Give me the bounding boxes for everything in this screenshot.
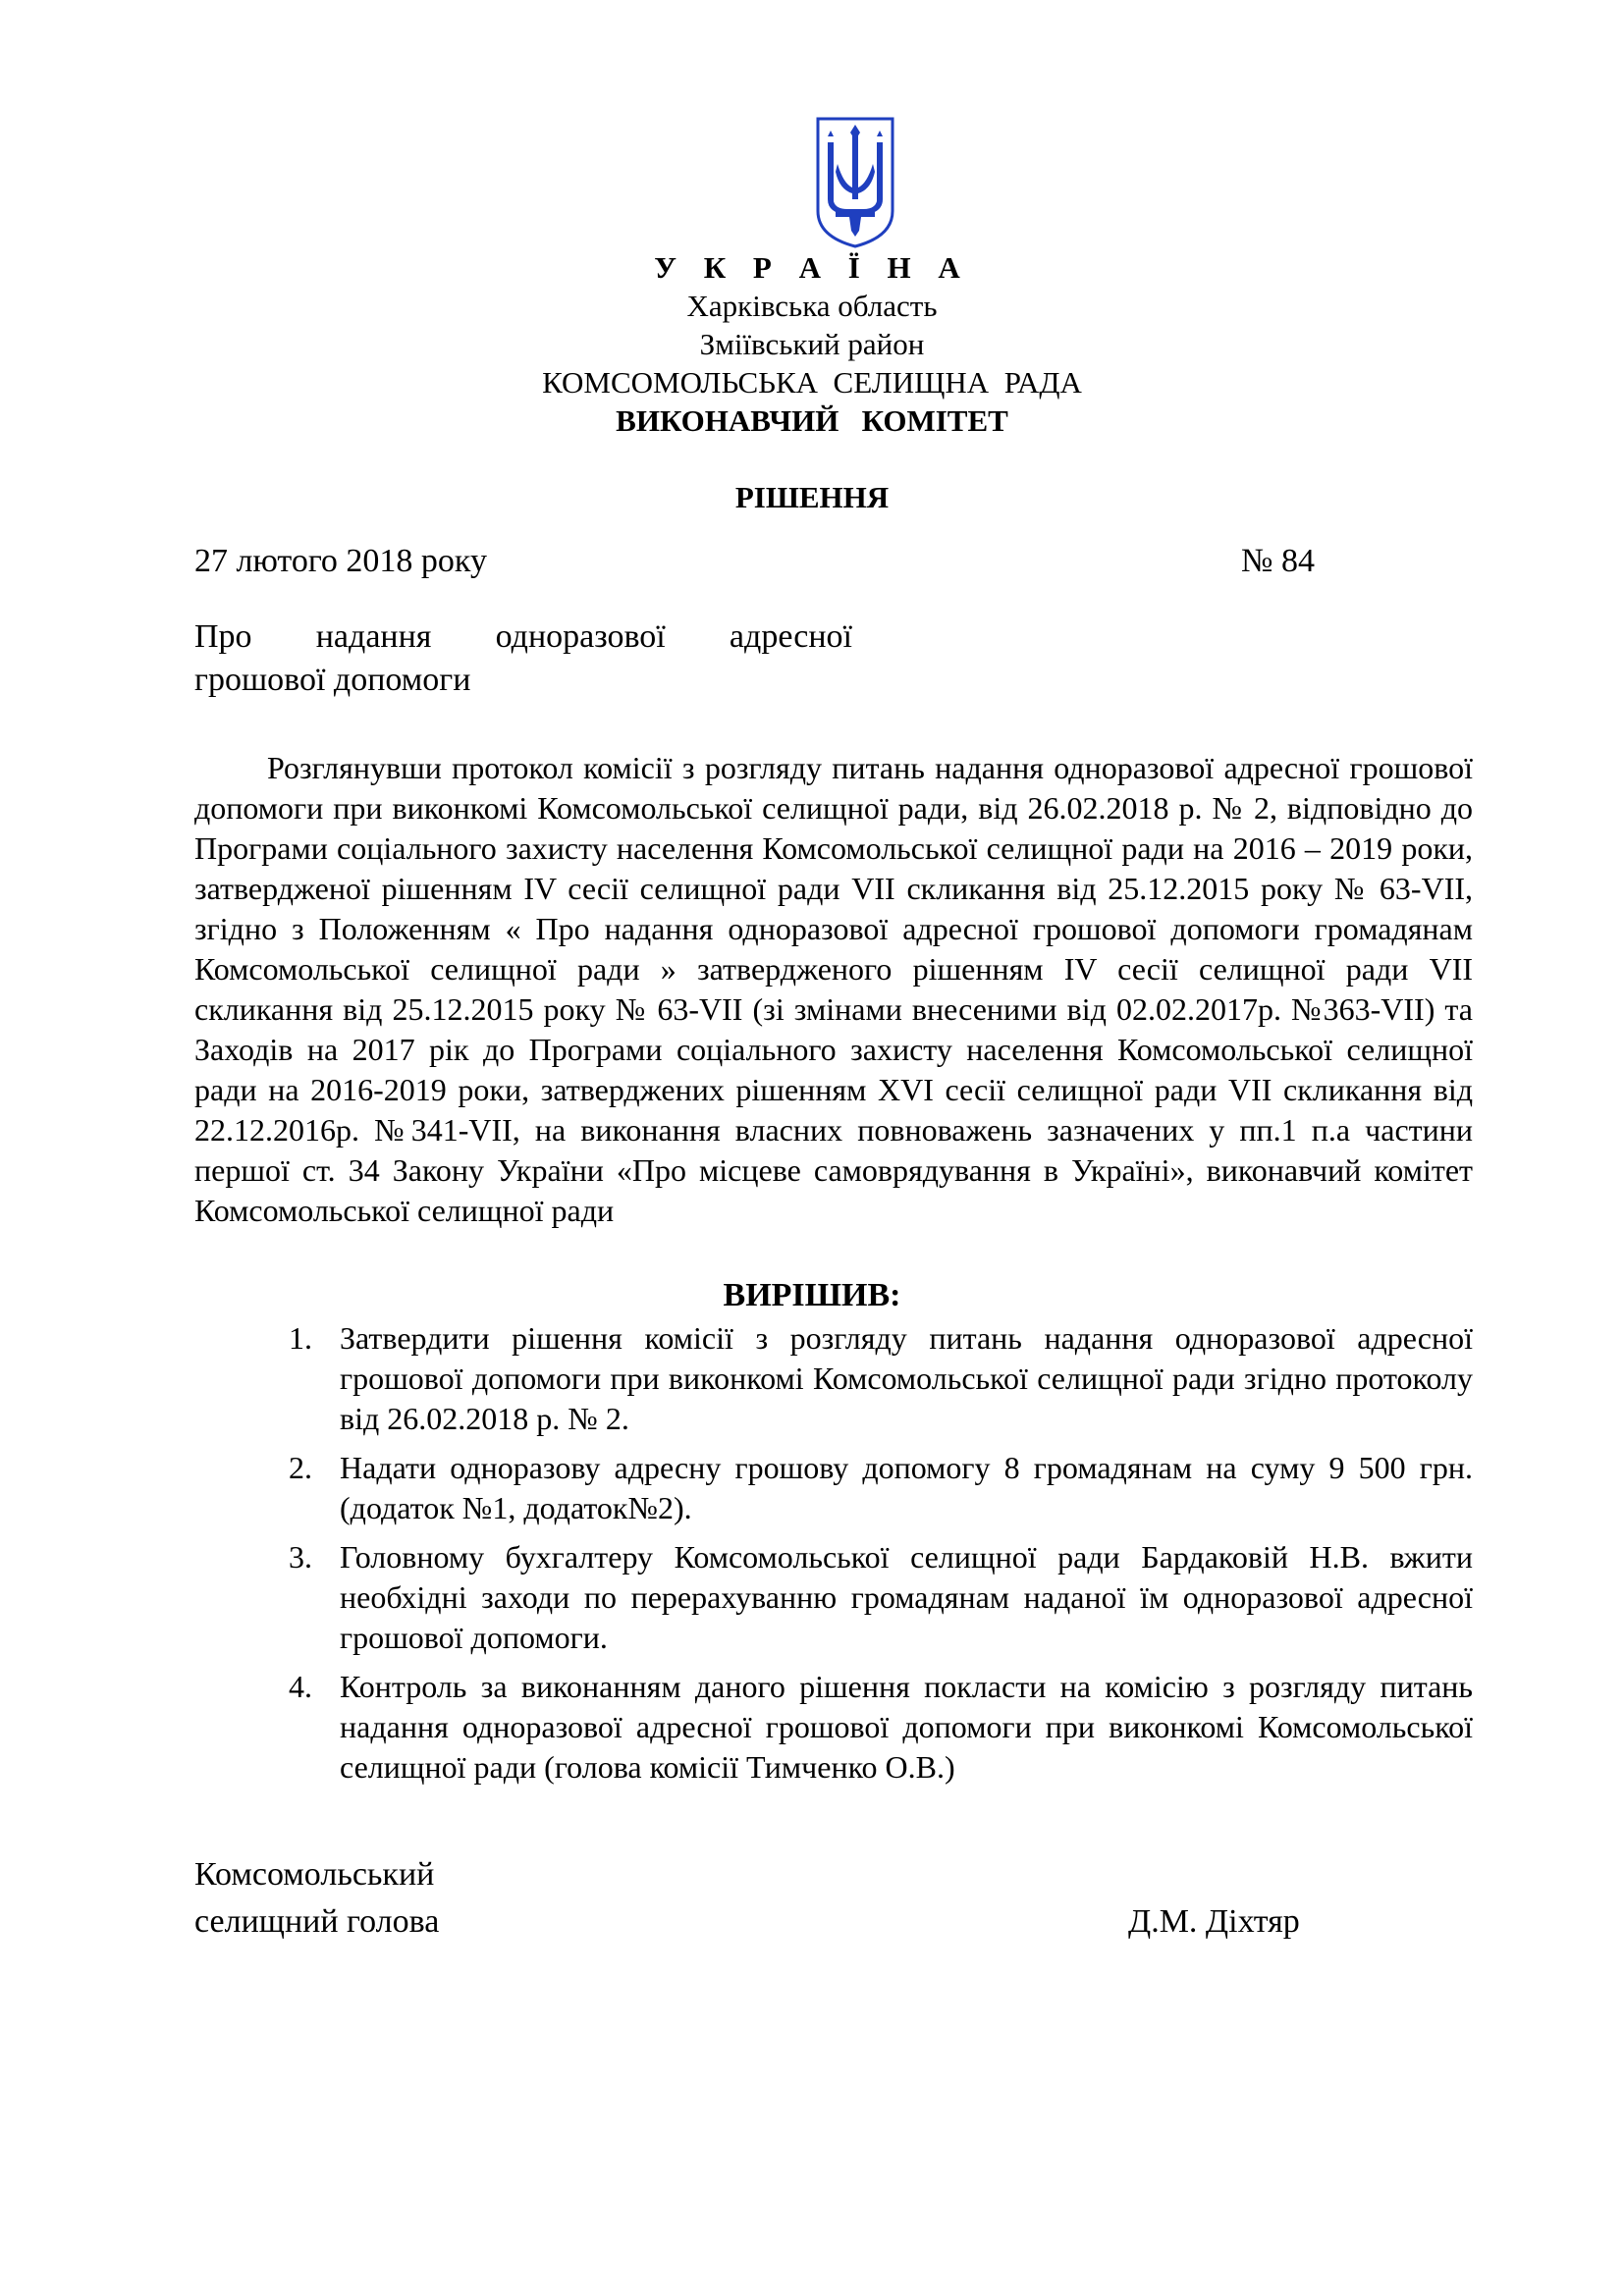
signatory-title-line-2: селищний голова bbox=[194, 1903, 440, 1940]
list-item bbox=[289, 1318, 1473, 1439]
coat-of-arms-icon bbox=[814, 115, 896, 250]
list-item-number: 3. bbox=[289, 1539, 312, 1575]
decision-number: № 84 bbox=[1241, 543, 1315, 579]
decision-items-list bbox=[289, 1318, 1473, 1796]
country-heading: У К Р А Ї Н А bbox=[654, 250, 970, 285]
signatory-title-line-1: Комсомольський bbox=[194, 1856, 435, 1893]
list-item-text: Затвердити рішення комісії з розгляду питань надання одноразової адресної грошової допомоги при виконкомі Комсомольської селищної ради згідно протоколу від 26.02.2018 р. № 2. bbox=[340, 1320, 1473, 1436]
preamble-paragraph: Розглянувши протокол комісії з розгляду питань надання одноразової адресної грошової допомоги при виконкомі Комсомольської селищної ради, від 26.02.2018 р. № 2, відповідно до Програми соціального захисту населення Комсомольської селищної ради на 2016 – 2019 роки, затвердженої рішенням IV сесії селищної ради VII скликання від 25.12.2015 року № 63-VII, згідно з Положенням « Про надання одноразової адресної грошової допомоги громадянам Комсомольської селищної ради » затвердженого рішенням IV сесії селищної ради VII скликання від 25.12.2015 року № 63-VII (зі змінами внесеними від 02.02.2017р. №363-VII) та Заходів на 2017 рік до Програми соціального захисту населення Комсомольської селищної ради на 2016-2019 роки, затверджених рішенням XVI сесії селищної ради VII скликання від 22.12.2016р. №341-VII, на виконання власних повноважень зазначених у пп.1 п.а частини першої ст. 34 Закону України «Про місцеве самоврядування в Україні», виконавчий комітет Комсомольської селищної ради bbox=[194, 750, 1473, 1228]
list-item-text: Надати одноразову адресну грошову допомогу 8 громадянам на суму 9 500 грн. (додаток №1, додаток№2). bbox=[340, 1450, 1473, 1525]
list-item bbox=[289, 1448, 1473, 1528]
council-name: КОМСОМОЛЬСЬКА СЕЛИЩНА РАДА bbox=[542, 365, 1082, 400]
list-item-text: Головному бухгалтеру Комсомольської селищної ради Бардаковій Н.В. вжити необхідні заходи по перерахуванню громадянам наданої їм одноразової адресної грошової допомоги. bbox=[340, 1539, 1473, 1655]
decision-subject bbox=[194, 615, 852, 702]
list-item-text: Контроль за виконанням даного рішення покласти на комісію з розгляду питань надання одноразової адресної грошової допомоги при виконкомі Комсомольської селищної ради (голова комісії Тимченко О.В.) bbox=[340, 1669, 1473, 1785]
decided-heading: ВИРІШИВ: bbox=[723, 1277, 901, 1313]
decision-date: 27 лютого 2018 року bbox=[194, 543, 487, 579]
list-item-number: 2. bbox=[289, 1450, 312, 1485]
list-item bbox=[289, 1537, 1473, 1658]
signatory-name: Д.М. Діхтяр bbox=[1128, 1903, 1300, 1940]
list-item-number: 1. bbox=[289, 1320, 312, 1356]
committee-name: ВИКОНАВЧИЙ КОМІТЕТ bbox=[616, 403, 1008, 438]
list-item bbox=[289, 1667, 1473, 1788]
subject-line-2: грошової допомоги bbox=[194, 662, 471, 698]
list-item-number: 4. bbox=[289, 1669, 312, 1704]
document-type-heading: РІШЕННЯ bbox=[734, 480, 890, 514]
district-line: Зміївський район bbox=[699, 327, 925, 361]
region-line: Харківська область bbox=[686, 289, 938, 323]
subject-line-1: Про надання одноразової адресної bbox=[194, 618, 852, 655]
